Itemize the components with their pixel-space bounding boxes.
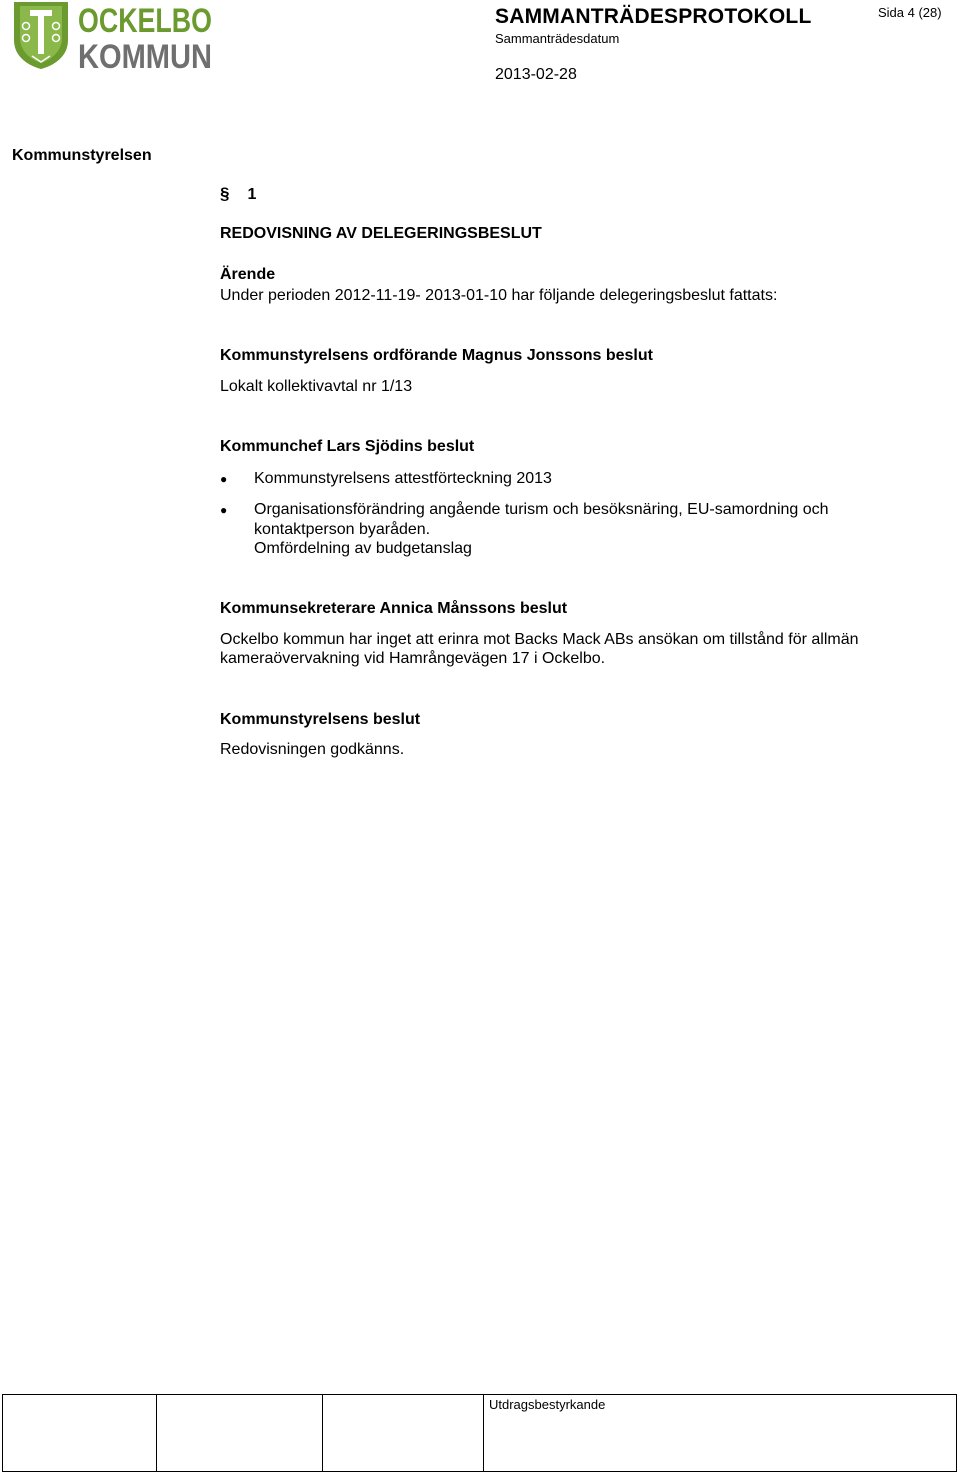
bullet-marker: ● <box>220 472 228 486</box>
meeting-date: 2013-02-28 <box>495 66 577 83</box>
signature-cell-divider <box>483 1395 484 1471</box>
list-item: Kommunstyrelsens attestförteckning 2013 <box>254 470 552 487</box>
extract-certifier-label: Utdragsbestyrkande <box>489 1397 606 1412</box>
list-item: Omfördelning av budgetanslag <box>254 540 472 557</box>
section-number <box>220 184 256 204</box>
logo-wordmark <box>78 2 214 76</box>
beslut-text: Redovisningen godkänns. <box>220 741 405 758</box>
list-item: Organisationsförändring angående turism och besöksnäring, EU-samordning och <box>254 501 829 518</box>
beslut-label: Kommunstyrelsens beslut <box>220 711 421 728</box>
arende-text: Under perioden 2012-11-19- 2013-01-10 har följande delegeringsbeslut fattats: <box>220 287 778 304</box>
arende-label: Ärende <box>220 266 276 283</box>
signature-cell-divider <box>322 1395 323 1471</box>
meeting-date-label: Sammanträdesdatum <box>495 31 620 46</box>
municipality-logo <box>12 0 212 76</box>
ordforande-text: Lokalt kollektivavtal nr 1/13 <box>220 378 413 395</box>
section-number-value: 1 <box>247 186 257 203</box>
paragraph-symbol: § <box>220 184 230 203</box>
kommunsekreterare-text-line1: Ockelbo kommun har inget att erinra mot Backs Mack ABs ansökan om tillstånd för allmän <box>220 631 859 648</box>
list-item-continuation: kontaktperson byaråden. <box>254 521 431 538</box>
ordforande-label: Kommunstyrelsens ordförande Magnus Jonssons beslut <box>220 347 653 364</box>
main-heading: REDOVISNING AV DELEGERINGSBESLUT <box>220 225 542 242</box>
signature-cell-divider <box>156 1395 157 1471</box>
svg-text:KOMMUN: KOMMUN <box>78 38 212 76</box>
kommunsekreterare-text-line2: kameraövervakning vid Hamrångevägen 17 i Ockelbo. <box>220 650 606 667</box>
page-number: Sida 4 (28) <box>878 5 942 20</box>
bullet-marker: ● <box>220 503 228 517</box>
coat-of-arms-icon <box>12 0 70 70</box>
document-title: SAMMANTRÄDESPROTOKOLL <box>495 5 812 28</box>
signature-table <box>2 1394 957 1472</box>
kommunsekreterare-label: Kommunsekreterare Annica Månssons beslut <box>220 600 568 617</box>
governing-body: Kommunstyrelsen <box>12 147 152 164</box>
kommunchef-label: Kommunchef Lars Sjödins beslut <box>220 438 475 455</box>
svg-text:OCKELBO: OCKELBO <box>78 2 212 40</box>
